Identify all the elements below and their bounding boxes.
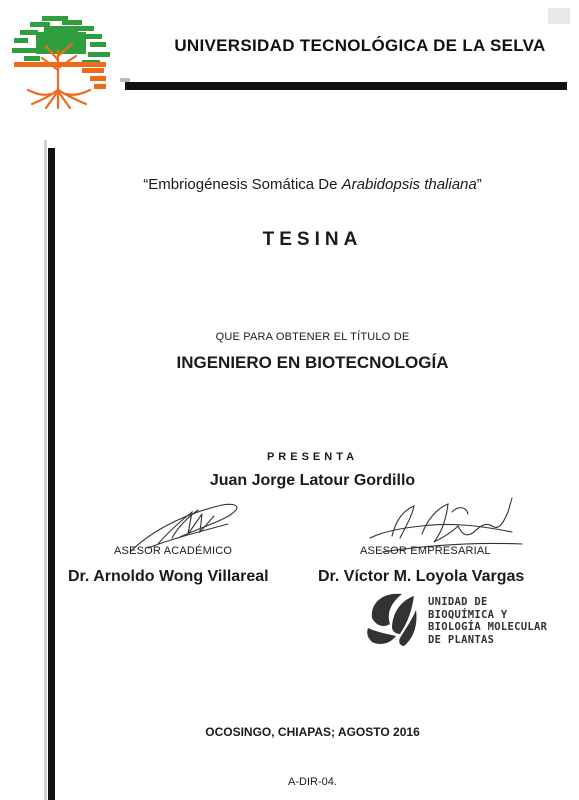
business-advisor-label: ASESOR EMPRESARIAL	[360, 545, 491, 557]
unit-stamp-text	[428, 596, 547, 646]
scan-artifact	[548, 8, 570, 24]
document-type: TESINA	[262, 229, 363, 250]
thesis-title-species: Arabidopsis thaliana	[341, 176, 477, 193]
presents-label: PRESENTA	[266, 451, 359, 463]
author-name: Juan Jorge Latour Gordillo	[209, 472, 416, 489]
left-margin-bar	[48, 148, 55, 800]
thesis-title-open: “Embriogénesis Somática De	[143, 176, 342, 193]
unit-stamp-line: UNIDAD DE	[428, 596, 488, 608]
degree-purpose: QUE PARA OBTENER EL TÍTULO DE	[215, 331, 410, 343]
academic-advisor-label: ASESOR ACADÉMICO	[114, 545, 233, 557]
document-code: A-DIR-04.	[288, 776, 337, 788]
location-date: OCOSINGO, CHIAPAS; AGOSTO 2016	[205, 725, 420, 739]
thesis-title-close: ”	[476, 176, 482, 193]
degree-title: INGENIERO EN BIOTECNOLOGÍA	[176, 353, 449, 372]
academic-advisor-name: Dr. Arnoldo Wong Villareal	[68, 568, 269, 585]
unit-stamp-line: BIOQUÍMICA Y	[428, 608, 508, 621]
thesis-title	[60, 176, 565, 193]
unit-stamp-line: DE PLANTAS	[428, 633, 495, 646]
university-name: UNIVERSIDAD TECNOLÓGICA DE LA SELVA	[174, 36, 546, 55]
header-rule	[125, 82, 567, 90]
unit-stamp-line: BIOLOGÍA MOLECULAR	[428, 621, 548, 633]
business-advisor-name: Dr. Víctor M. Loyola Vargas	[318, 568, 525, 585]
tree-logo-icon	[6, 10, 116, 110]
left-bar-shadow	[44, 140, 47, 800]
